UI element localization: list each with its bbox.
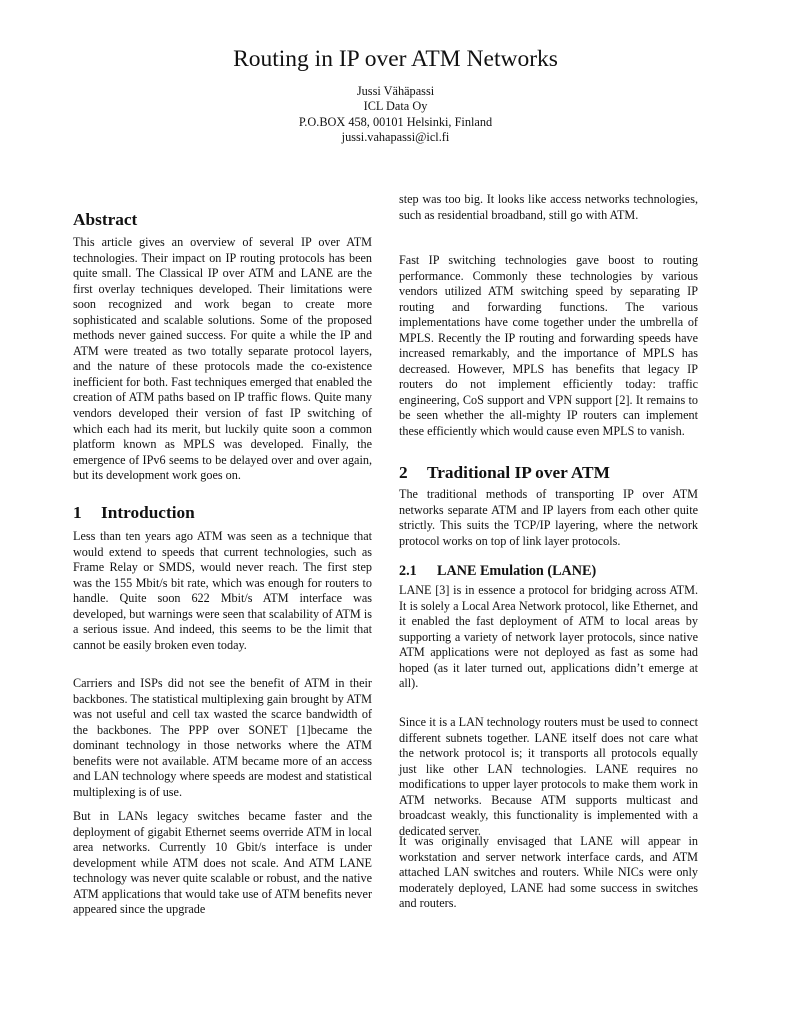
author-address: P.O.BOX 458, 00101 Helsinki, Finland [298,114,493,129]
section-2-heading [399,462,610,483]
section-1-paragraph-1: Less than ten years ago ATM was seen as a technique that would extend to speeds that current technologies, such as Frame Relay or SMDS, would never reach. The first step was the 155 Mbit/s bit rate, which was enough for routers to handle. Quite soon 622 Mbit/s ATM interface was developed, but warnings were seen that scalability of ATM is a serious issue. And indeed, this seems to be the limit that cannot be easily broken even today. [73,529,372,652]
section-title: Traditional IP over ATM [427,463,610,482]
paper-title: Routing in IP over ATM Networks [233,46,558,72]
author-name: Jussi Vähäpassi [356,84,435,98]
subsection-2-1-paragraph-1: LANE [3] is in essence a protocol for bridging across ATM. It is solely a Local Area Network protocol, like Ethernet, and it enabled the fast deployment of ATM to local areas by supporting a variety of network layer protocols, since native ATM applications were not deployed as fast as some had hoped (as it later turned out, applications didn’t emerge at all). [399,583,698,691]
subsection-2-1-paragraph-2: Since it is a LAN technology routers must be used to connect different subnets together. LANE itself does not care what the network protocol is; it transports all protocols equally just like other LAN technologies. LANE requires no modifications to upper layer protocols to make them work in ATM networks. Because ATM supports multicast and broadcast weakly, this functionality is implemented with a dedicated server. [399,715,698,838]
section-number: 2 [399,463,408,482]
section-number: 1 [73,503,82,522]
subsection-2-1-heading [399,562,596,580]
section-1-paragraph-4: Fast IP switching technologies gave boost to routing performance. Commonly these technologies by various vendors utilized ATM switching speed by separating IP routing and forwarding functions. The various implementations have come together under the umbrella of MPLS. Recently the IP routing and forwarding speeds have increased remarkably, and the importance of MPLS has decreased. However, MPLS has benefits that legacy IP routers do not implement efficiently today: traffic engineering, CoS support and VPN support [2]. It remains to be seen whether the all-mighty IP routers can implement these efficiently which would cause even MPLS to vanish. [399,253,698,439]
subsection-title: LANE Emulation (LANE) [437,563,597,579]
subsection-number: 2.1 [399,563,417,579]
section-1-paragraph-3: But in LANs legacy switches became faster and the deployment of gigabit Ethernet seems override ATM in local area networks. Currently 10 Gbit/s interface is under development while ATM does not scale. And ATM LANE technology was never quite scalable or robust, and the native ATM applications that would take use of ATM benefits never appeared since the upgrade [73,809,372,917]
abstract-text: This article gives an overview of several IP over ATM technologies. Their impact on IP routing protocols has been quite small. The Classical IP over ATM and LANE are the first overlay techniques developed. Their limitations were soon recognized and work began to create more sophisticated and scalable solutions. Some of the proposed methods never gained success. For quite a while the IP and ATM were treated as two totally separate protocol layers, and the nature of these protocols made the co-existence inefficient for both. Fast techniques emerged that enabled the creation of ATM paths based on IP traffic flows. Quite many vendors developed their version of fast IP switching of which each had its merit, but luckily quite soon a common platform known as MPLS was developed. Finally, the emergence of IPv6 seems to be delayed over and over again, but its development work goes on. [73,235,372,483]
author-email: jussi.vahapassi@icl.fi [341,130,450,145]
section-1-heading [73,502,195,523]
section-1-paragraph-2: Carriers and ISPs did not see the benefit of ATM in their backbones. The statistical multiplexing gain brought by ATM was not useful and cell tax wasted the scarce bandwidth of the backbones. The PPP over SONET [1]became the dominant technology in those networks where the ATM benefits were not available. ATM became more of an access and LAN technology where speeds are modest and statistical multiplexing is of use. [73,676,373,799]
author-affiliation: ICL Data Oy [363,99,428,114]
section-1-paragraph-3-continued: step was too big. It looks like access networks technologies, such as residential broadband, still go with ATM. [399,192,698,222]
subsection-2-1-paragraph-3: It was originally envisaged that LANE will appear in workstation and server network interface cards, and ATM attached LAN switches and routers. While NICs were only moderately deployed, LANE had some success in switches and routers. [399,834,698,911]
abstract-heading: Abstract [73,210,138,229]
section-2-paragraph: The traditional methods of transporting IP over ATM networks separate ATM and IP layers from each other quite strictly. This suits the TCP/IP layering, where the network protocol works on top of link layer protocols. [399,487,698,548]
author-block [0,84,791,146]
section-title: Introduction [101,503,195,522]
